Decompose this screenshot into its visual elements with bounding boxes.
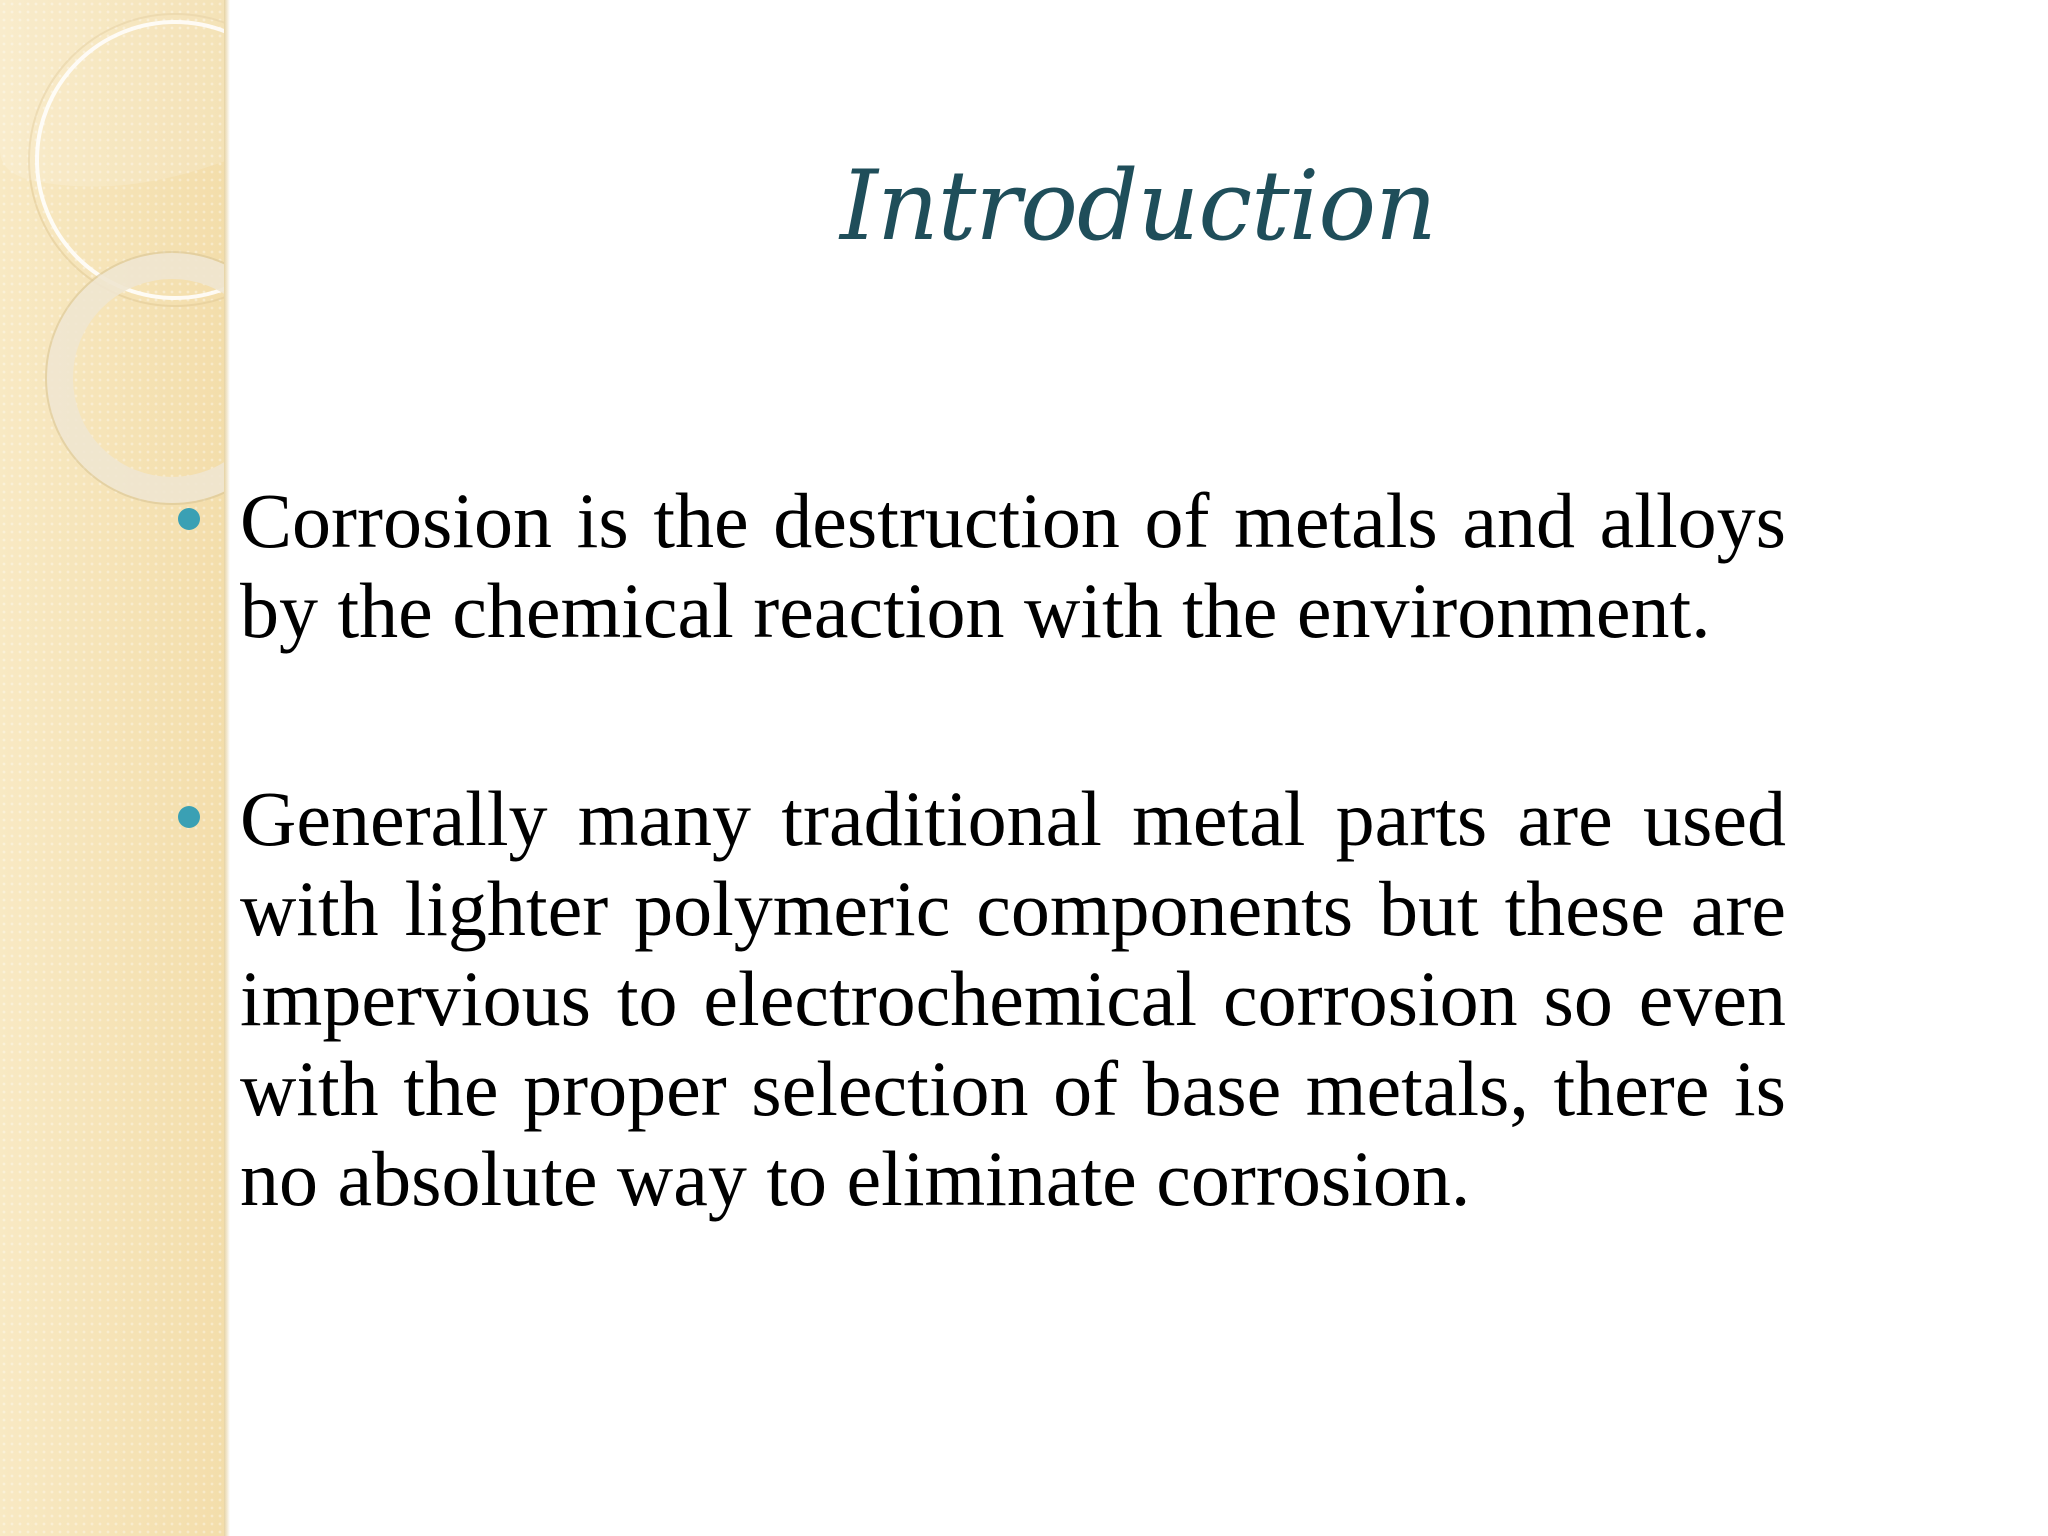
bullet-dot-icon [178,508,200,530]
bullet-text: Generally many traditional metal parts are used with lighter polymeric components but these are impervious to electrochemical corrosion so even with the proper selection of base metals, there is no absolute way to eliminate corrosion. [240,775,1786,1222]
decorative-side-panel [0,0,228,1536]
bullet-dot-icon [178,806,200,828]
bullet-list [240,476,1786,1342]
bullet-item [240,774,1786,1224]
bullet-item [240,476,1786,656]
bullet-text: Corrosion is the destruction of metals and alloys by the chemical reaction with the environment. [240,477,1786,654]
decorative-circles [0,0,228,520]
slide-title: Introduction [840,150,1436,262]
